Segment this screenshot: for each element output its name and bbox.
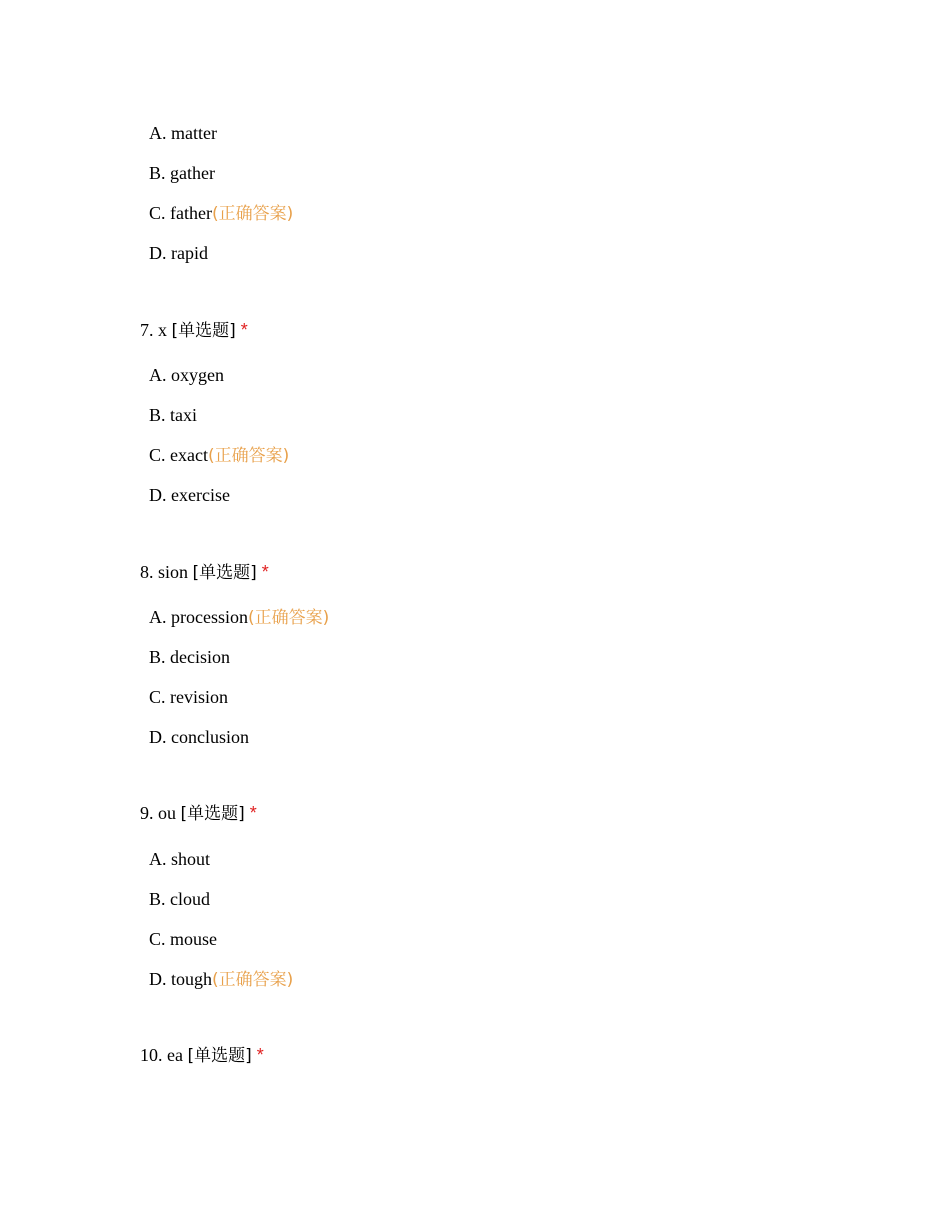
q7-option-a	[149, 364, 224, 387]
question-type: [单选题]	[171, 321, 236, 341]
option-text: D. exercise	[149, 485, 230, 505]
q8-option-b	[149, 646, 230, 669]
q8-option-a	[149, 606, 329, 629]
required-asterisk: *	[251, 1045, 264, 1065]
q9-option-b	[149, 888, 210, 911]
option-text: C. father	[149, 203, 212, 223]
q8-option-d	[149, 726, 249, 749]
option-text: A. shout	[149, 849, 211, 869]
correct-answer-mark: (正确答案)	[212, 970, 294, 990]
q8-option-c	[149, 686, 228, 709]
option-text: D. tough	[149, 969, 212, 989]
question-type: [单选题]	[180, 804, 245, 824]
option-text: C. revision	[149, 687, 228, 707]
question-10-title	[140, 1044, 264, 1067]
question-number: 7. x	[140, 320, 172, 340]
question-number: 9. ou	[140, 803, 181, 823]
option-text: C. mouse	[149, 929, 218, 949]
q7-option-d	[149, 484, 230, 507]
option-text: A. matter	[149, 123, 217, 143]
option-text: B. cloud	[149, 889, 210, 909]
required-asterisk: *	[235, 320, 248, 340]
q6-option-d	[149, 242, 208, 265]
correct-answer-mark: (正确答案)	[247, 608, 330, 628]
question-number: 10. ea	[140, 1045, 188, 1065]
q9-option-a	[149, 848, 210, 871]
required-asterisk: *	[256, 562, 269, 582]
q9-option-c	[149, 928, 217, 951]
question-9-title	[140, 802, 257, 825]
q6-option-c	[149, 202, 293, 225]
option-text: A. procession	[149, 607, 248, 627]
q7-option-c	[149, 444, 289, 467]
question-type: [单选题]	[192, 563, 257, 583]
correct-answer-mark: (正确答案)	[207, 446, 290, 466]
option-text: C. exact	[149, 445, 208, 465]
q9-option-d	[149, 968, 293, 991]
option-text: A. oxygen	[149, 365, 224, 385]
option-text: B. decision	[149, 647, 230, 667]
option-text: D. rapid	[149, 243, 208, 263]
q6-option-a	[149, 122, 217, 145]
question-number: 8. sion	[140, 562, 193, 582]
option-text: D. conclusion	[149, 727, 249, 747]
required-asterisk: *	[244, 803, 257, 823]
q7-option-b	[149, 404, 197, 427]
correct-answer-mark: (正确答案)	[211, 204, 294, 224]
q6-option-b	[149, 162, 215, 185]
option-text: B. taxi	[149, 405, 197, 425]
question-type: [单选题]	[187, 1046, 252, 1066]
option-text: B. gather	[149, 163, 215, 183]
question-8-title	[140, 561, 269, 584]
question-7-title	[140, 319, 248, 342]
